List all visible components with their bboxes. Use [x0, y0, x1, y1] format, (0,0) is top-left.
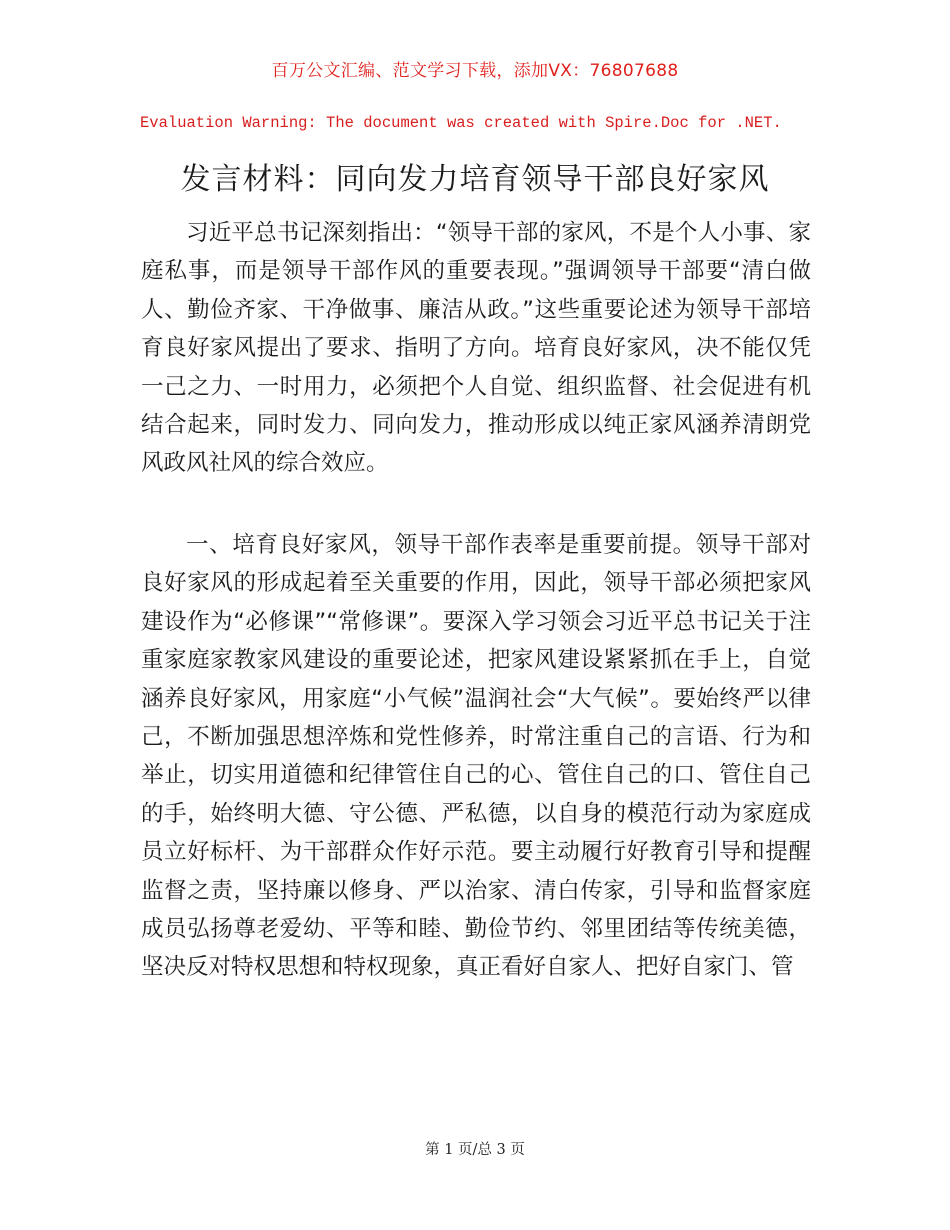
- header-banner: 百万公文汇编、范文学习下载，添加VX：76807688: [271, 61, 679, 81]
- document-title: 发言材料：同向发力培育领导干部良好家风: [180, 162, 770, 197]
- evaluation-warning: Evaluation Warning: The document was created with Spire.Doc for .NET.: [140, 114, 782, 132]
- page-number-footer: 第 1 页/总 3 页: [425, 1142, 525, 1158]
- body-paragraph-section-one: 一、培育良好家风，领导干部作表率是重要前提。领导干部对良好家风的形成起着至关重要的作用，因此，领导干部必须把家风建设作为“必修课”“常修课”。要深入学习领会习近平总书记关于注重家庭家教家风建设的重要论述，把家风建设紧紧抓在手上，自觉涵养良好家风，用家庭“小气候”温润社会“大气候”。要始终严以律己，不断加强思想淬炼和党性修养，时常注重自己的言语、行为和举止，切实用道德和纪律管住自己的心、管住自己的口、管住自己的手，始终明大德、守公德、严私德，以自身的模范行动为家庭成员立好标杆、为干部群众作好示范。要主动履行好教育引导和提醒监督之责，坚持廉以修身、严以治家、清白传家，引导和监督家庭成员弘扬尊老爱幼、平等和睦、勤俭节约、邻里团结等传统美德，坚决反对特权思想和特权现象，真正看好自家人、把好自家门、管: [141, 532, 811, 981]
- body-paragraph-intro: 习近平总书记深刻指出：“领导干部的家风，不是个人小事、家庭私事，而是领导干部作风的重要表现。”强调领导干部要“清白做人、勤俭齐家、干净做事、廉洁从政。”这些重要论述为领导干部培育良好家风提出了要求、指明了方向。培育良好家风，决不能仅凭一己之力、一时用力，必须把个人自觉、组织监督、社会促进有机结合起来，同时发力、同向发力，推动形成以纯正家风涵养清朗党风政风社风的综合效应。: [141, 220, 811, 477]
